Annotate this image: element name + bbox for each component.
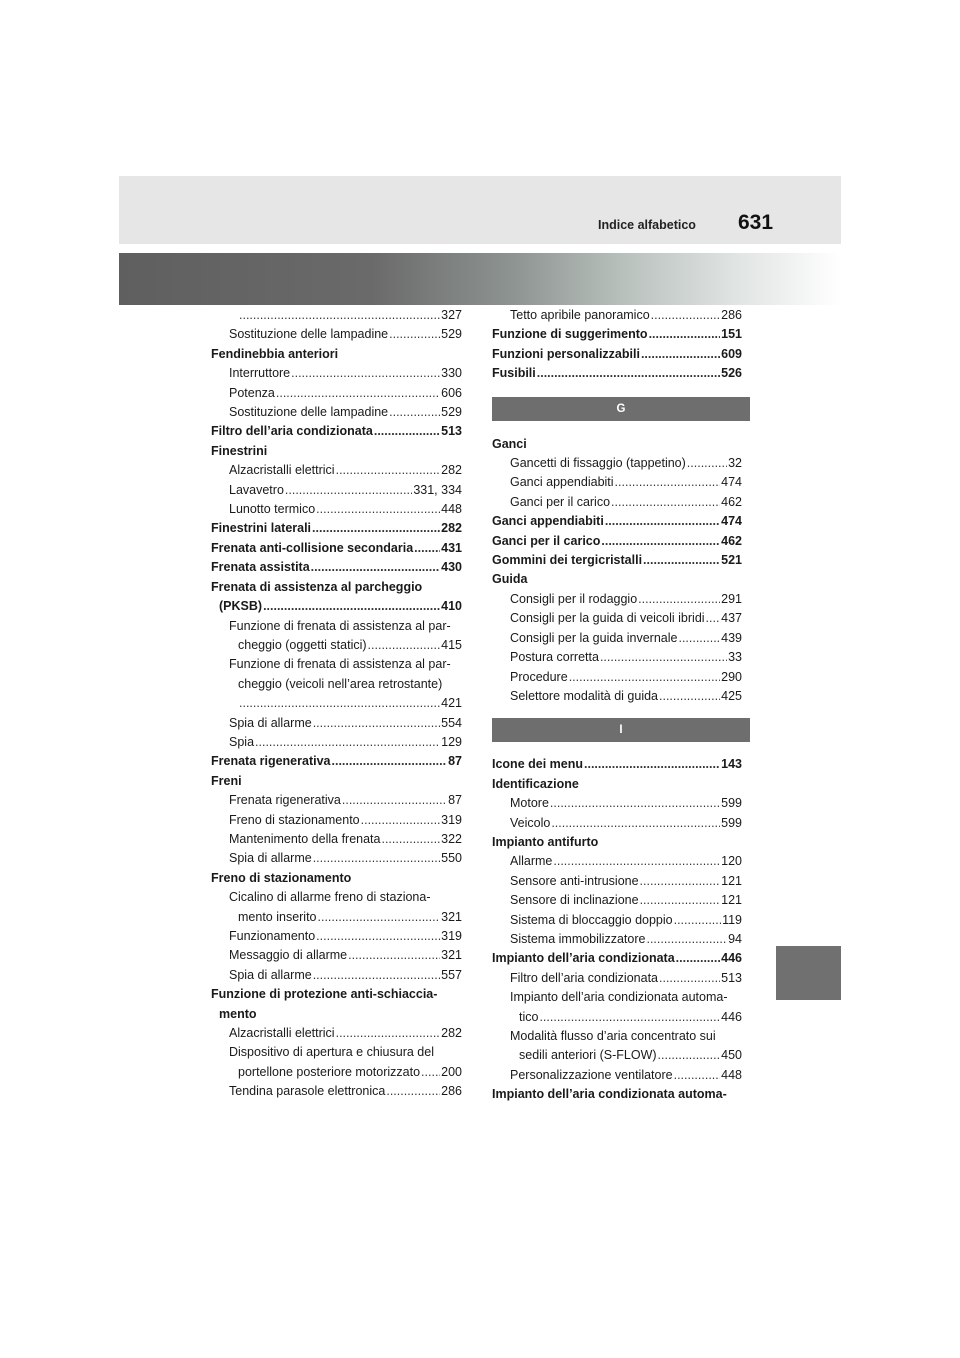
dot-leader bbox=[537, 364, 720, 383]
index-entry bbox=[492, 852, 742, 871]
index-entry-label: Funzione di frenata di assistenza al par- bbox=[229, 657, 451, 672]
dot-leader bbox=[386, 1082, 440, 1101]
index-entry bbox=[211, 714, 462, 733]
index-entry bbox=[492, 364, 742, 383]
index-entry bbox=[211, 597, 462, 616]
index-entry-label: Funzione di frenata di assistenza al par- bbox=[229, 618, 451, 633]
index-entry-page: 513 bbox=[441, 424, 462, 439]
index-heading bbox=[492, 833, 742, 852]
index-entry-label: Sensore di inclinazione bbox=[510, 893, 639, 908]
index-entry-label: cheggio (veicoli nell’area retrostante) bbox=[238, 676, 443, 691]
index-entry bbox=[492, 891, 742, 910]
index-entry-label: Consigli per il rodaggio bbox=[510, 591, 638, 606]
dot-leader bbox=[687, 454, 727, 473]
dot-leader bbox=[336, 1024, 441, 1043]
index-entry-label: Dispositivo di apertura e chiusura del bbox=[229, 1045, 434, 1060]
index-entry-page: 450 bbox=[721, 1048, 742, 1063]
index-entry bbox=[211, 1082, 462, 1101]
index-entry-label: Frenata anti-collisione secondaria bbox=[211, 540, 414, 555]
index-entry-page: 321 bbox=[441, 948, 462, 963]
index-entry-label: Sistema di bloccaggio doppio bbox=[510, 912, 673, 927]
index-entry-label: Icone dei menu bbox=[492, 757, 583, 772]
index-heading bbox=[211, 578, 462, 597]
index-entry-page: 94 bbox=[728, 931, 742, 946]
index-entry-page: 322 bbox=[441, 831, 462, 846]
index-entry-label: Gancetti di fissaggio (tappetino) bbox=[510, 456, 686, 471]
index-entry-label: Personalizzazione ventilatore bbox=[510, 1067, 673, 1082]
index-entry-page: 121 bbox=[721, 873, 742, 888]
index-entry-label: Mantenimento della frenata bbox=[229, 831, 381, 846]
index-entry-page: 32 bbox=[728, 456, 742, 471]
index-heading bbox=[211, 1005, 462, 1024]
dot-leader bbox=[276, 384, 440, 403]
dot-leader bbox=[313, 966, 440, 985]
index-entry bbox=[492, 911, 742, 930]
index-entry-page: 129 bbox=[441, 734, 462, 749]
dot-leader bbox=[361, 811, 441, 830]
index-entry-label: Identificazione bbox=[492, 776, 579, 791]
dot-leader bbox=[348, 946, 440, 965]
index-heading bbox=[211, 655, 462, 674]
index-heading bbox=[211, 442, 462, 461]
index-entry-label: Alzacristalli elettrici bbox=[229, 1026, 335, 1041]
dot-leader bbox=[611, 493, 720, 512]
dot-leader bbox=[421, 1063, 440, 1082]
index-entry-label: Selettore modalità di guida bbox=[510, 688, 659, 703]
index-entry-label: Lunotto termico bbox=[229, 502, 316, 517]
dot-leader bbox=[658, 1046, 721, 1065]
dot-leader bbox=[674, 911, 721, 930]
dot-leader bbox=[255, 733, 440, 752]
index-entry bbox=[492, 512, 742, 531]
index-entry-label: Freno di stazionamento bbox=[211, 870, 352, 885]
index-entry-label: Ganci bbox=[492, 436, 527, 451]
index-heading bbox=[211, 675, 462, 694]
index-entry-label: portellone posteriore motorizzato bbox=[238, 1064, 421, 1079]
letter-section-bar-i: I bbox=[492, 718, 750, 742]
index-entry-page: 421 bbox=[441, 696, 462, 711]
index-entry bbox=[211, 461, 462, 480]
index-entry bbox=[492, 872, 742, 891]
index-entry bbox=[211, 1024, 462, 1043]
index-entry-label: Spia bbox=[229, 734, 255, 749]
index-entry bbox=[211, 733, 462, 752]
index-entry bbox=[492, 814, 742, 833]
index-entry-label: Messaggio di allarme bbox=[229, 948, 348, 963]
dot-leader bbox=[569, 668, 720, 687]
index-entry-page: 437 bbox=[721, 611, 742, 626]
index-entry-page: 557 bbox=[441, 967, 462, 982]
index-entry-page: 410 bbox=[441, 599, 462, 614]
dot-leader bbox=[600, 648, 727, 667]
dot-leader bbox=[659, 687, 720, 706]
index-entry-label: Funzionamento bbox=[229, 929, 316, 943]
index-heading bbox=[492, 435, 742, 454]
index-entry-label: Lavavetro bbox=[229, 482, 284, 497]
index-entry bbox=[211, 384, 462, 403]
index-entry-label: (PKSB) bbox=[219, 599, 263, 614]
index-entry-label: Spia di allarme bbox=[229, 715, 312, 730]
index-entry-page: 431 bbox=[441, 540, 462, 555]
index-entry bbox=[211, 325, 462, 344]
page-number: 631 bbox=[738, 211, 774, 234]
index-entry-page: 321 bbox=[441, 909, 462, 924]
dot-leader bbox=[311, 558, 440, 577]
index-entry-label: Allarme bbox=[510, 854, 553, 869]
index-entry bbox=[211, 966, 462, 985]
dot-leader bbox=[706, 609, 721, 628]
dot-leader bbox=[674, 1066, 721, 1085]
index-entry bbox=[492, 325, 742, 344]
index-entry-label: Cicalino di allarme freno di staziona- bbox=[229, 890, 431, 905]
dot-leader bbox=[291, 364, 440, 383]
dot-leader bbox=[318, 908, 441, 927]
dot-leader bbox=[313, 849, 440, 868]
header-band bbox=[119, 176, 841, 244]
index-entry-page: 120 bbox=[721, 854, 742, 869]
index-entry-page: 282 bbox=[441, 463, 462, 478]
dot-leader bbox=[641, 345, 720, 364]
index-entry bbox=[211, 306, 462, 325]
index-entry bbox=[492, 1046, 742, 1065]
decorative-gradient-band bbox=[119, 253, 841, 305]
dot-leader bbox=[638, 590, 720, 609]
dot-leader bbox=[313, 714, 440, 733]
dot-leader bbox=[640, 891, 721, 910]
index-entry-page: 87 bbox=[448, 793, 462, 808]
dot-leader bbox=[605, 512, 720, 531]
dot-leader bbox=[678, 629, 720, 648]
dot-leader bbox=[649, 325, 721, 344]
index-entry bbox=[492, 930, 742, 949]
index-entry-label: Interruttore bbox=[229, 366, 291, 381]
index-entry-page: 474 bbox=[721, 514, 742, 529]
index-entry bbox=[211, 752, 462, 771]
index-entry-label: Funzione di protezione anti-schiaccia- bbox=[211, 987, 438, 1002]
dot-leader bbox=[414, 539, 440, 558]
index-entry-page: 415 bbox=[441, 637, 462, 652]
index-entry bbox=[211, 364, 462, 383]
index-entry bbox=[492, 609, 742, 628]
index-entry bbox=[211, 849, 462, 868]
index-column-left bbox=[211, 306, 462, 1102]
index-entry-label: Spia di allarme bbox=[229, 967, 312, 982]
index-entry-label: Finestrini laterali bbox=[211, 521, 312, 536]
index-entry-label: cheggio (oggetti statici) bbox=[238, 637, 367, 652]
dot-leader bbox=[601, 532, 720, 551]
dot-leader bbox=[381, 830, 440, 849]
index-entry bbox=[211, 403, 462, 422]
index-entry-page: 151 bbox=[721, 327, 742, 342]
index-heading bbox=[211, 345, 462, 364]
index-entry-page: 330 bbox=[441, 366, 462, 381]
dot-leader bbox=[368, 636, 441, 655]
index-entry-page: 87 bbox=[448, 754, 462, 769]
index-entry-label: Veicolo bbox=[510, 815, 551, 830]
index-entry-page: 119 bbox=[722, 912, 742, 927]
index-entry-label: Tetto apribile panoramico bbox=[510, 308, 650, 322]
index-entry-label: Filtro dell’aria condizionata bbox=[510, 970, 658, 985]
index-entry bbox=[492, 755, 742, 774]
index-entry-page: 143 bbox=[721, 757, 742, 772]
index-entry-label: Funzioni personalizzabili bbox=[492, 346, 640, 361]
index-entry bbox=[492, 345, 742, 364]
index-entry-label: Modalità flusso d’aria concentrato sui bbox=[510, 1029, 716, 1043]
index-entry-page: 327 bbox=[441, 308, 462, 322]
index-entry-page: 286 bbox=[721, 308, 742, 322]
dot-leader bbox=[374, 422, 440, 441]
index-heading bbox=[492, 570, 742, 589]
index-entry-page: 599 bbox=[721, 796, 742, 811]
index-entry-label: Procedure bbox=[510, 669, 568, 684]
index-entry-label: Ganci per il carico bbox=[492, 533, 601, 548]
index-entry-label: Sostituzione delle lampadine bbox=[229, 405, 389, 420]
index-entry bbox=[492, 590, 742, 609]
index-heading bbox=[492, 988, 742, 1007]
index-entry-label: mento bbox=[219, 1006, 257, 1021]
index-entry-page: 286 bbox=[441, 1084, 462, 1099]
index-entry-label: Guida bbox=[492, 572, 528, 587]
index-entry bbox=[211, 830, 462, 849]
dot-leader bbox=[646, 930, 727, 949]
index-entry-page: 200 bbox=[441, 1064, 462, 1079]
dot-leader bbox=[342, 791, 447, 810]
dot-leader bbox=[643, 551, 720, 570]
index-entry bbox=[492, 532, 742, 551]
index-heading bbox=[492, 1085, 742, 1104]
index-entry bbox=[211, 519, 462, 538]
index-heading bbox=[492, 1027, 742, 1046]
dot-leader bbox=[332, 752, 448, 771]
index-entry-label: Sostituzione delle lampadine bbox=[229, 327, 389, 342]
index-entry bbox=[211, 908, 462, 927]
dot-leader bbox=[316, 927, 440, 946]
index-entry bbox=[211, 558, 462, 577]
index-entry-page: 529 bbox=[441, 405, 462, 420]
index-entry-label: Frenata di assistenza al parcheggio bbox=[211, 579, 423, 594]
index-entry-page: 33 bbox=[728, 650, 742, 665]
index-entry-page: 282 bbox=[441, 1026, 462, 1041]
dot-leader bbox=[659, 969, 720, 988]
index-entry-label: Gommini dei tergicristalli bbox=[492, 553, 643, 568]
index-entry-label: Fusibili bbox=[492, 366, 536, 381]
index-entry-label: Alzacristalli elettrici bbox=[229, 463, 335, 478]
index-entry bbox=[211, 694, 462, 713]
dot-leader bbox=[263, 597, 440, 616]
index-entry bbox=[211, 422, 462, 441]
index-entry-label: Frenata assistita bbox=[211, 560, 310, 575]
index-entry-page: 554 bbox=[441, 715, 462, 730]
index-entry-label: Postura corretta bbox=[510, 650, 599, 665]
index-entry-page: 474 bbox=[721, 475, 742, 490]
section-title: Indice alfabetico bbox=[598, 218, 696, 232]
index-entry bbox=[492, 629, 742, 648]
index-entry bbox=[492, 473, 742, 492]
index-entry-label: tico bbox=[519, 1009, 539, 1024]
index-entry-label: Potenza bbox=[229, 385, 275, 400]
index-entry-page: 462 bbox=[721, 533, 742, 548]
index-entry bbox=[492, 668, 742, 687]
index-entry-label: Freno di stazionamento bbox=[229, 812, 360, 827]
index-entry-label: Funzione di suggerimento bbox=[492, 327, 648, 342]
index-entry-label: Spia di allarme bbox=[229, 851, 312, 866]
index-entry bbox=[211, 927, 462, 946]
index-heading bbox=[211, 617, 462, 636]
dot-leader bbox=[285, 481, 412, 500]
index-entry-page: 121 bbox=[721, 893, 742, 908]
dot-leader bbox=[651, 306, 720, 325]
index-entry-label: Consigli per la guida invernale bbox=[510, 630, 678, 645]
index-entry-label: Frenata rigenerativa bbox=[211, 754, 331, 769]
index-entry-page: 609 bbox=[721, 346, 742, 361]
index-entry-page: 448 bbox=[441, 502, 462, 517]
index-entry bbox=[492, 454, 742, 473]
dot-leader bbox=[551, 814, 720, 833]
index-entry bbox=[492, 949, 742, 968]
index-entry-label: Sensore anti-intrusione bbox=[510, 873, 639, 888]
index-entry-page: 282 bbox=[441, 521, 462, 536]
dot-leader bbox=[615, 473, 721, 492]
index-entry-label: Fendinebbia anteriori bbox=[211, 346, 339, 361]
index-entry-page: 290 bbox=[721, 669, 742, 684]
index-entry-label: Motore bbox=[510, 796, 549, 811]
index-entry-label: Ganci appendiabiti bbox=[492, 514, 604, 529]
dot-leader bbox=[389, 403, 440, 422]
dot-leader bbox=[316, 500, 440, 519]
dot-leader bbox=[239, 694, 440, 713]
dot-leader bbox=[239, 306, 440, 325]
index-entry-label: Impianto dell’aria condizionata automa- bbox=[510, 990, 728, 1005]
index-entry-label: Frenata rigenerativa bbox=[229, 793, 341, 808]
index-entry bbox=[492, 551, 742, 570]
index-entry-label: Freni bbox=[211, 773, 242, 788]
index-entry-page: 513 bbox=[721, 970, 742, 985]
index-entry-label: sedili anteriori (S-FLOW) bbox=[519, 1048, 657, 1063]
index-entry bbox=[211, 636, 462, 655]
index-entry-page: 319 bbox=[441, 812, 462, 827]
index-entry-page: 521 bbox=[721, 553, 742, 568]
index-entry bbox=[211, 811, 462, 830]
index-entry-page: 526 bbox=[721, 366, 742, 381]
index-entry bbox=[211, 539, 462, 558]
dot-leader bbox=[539, 1008, 720, 1027]
index-entry-page: 448 bbox=[721, 1067, 742, 1082]
index-entry-label: Tendina parasole elettronica bbox=[229, 1084, 386, 1099]
index-entry bbox=[492, 969, 742, 988]
index-heading bbox=[211, 888, 462, 907]
dot-leader bbox=[676, 949, 720, 968]
index-entry-page: 599 bbox=[721, 815, 742, 830]
dot-leader bbox=[640, 872, 721, 891]
index-entry bbox=[492, 648, 742, 667]
dot-leader bbox=[312, 519, 440, 538]
index-entry bbox=[211, 1063, 462, 1082]
index-heading bbox=[211, 1043, 462, 1062]
index-entry bbox=[211, 946, 462, 965]
index-entry-page: 430 bbox=[441, 560, 462, 575]
index-entry bbox=[492, 794, 742, 813]
index-entry-page: 331, 334 bbox=[413, 482, 462, 497]
index-entry bbox=[211, 481, 462, 500]
index-entry-label: Impianto antifurto bbox=[492, 834, 599, 849]
index-heading bbox=[211, 772, 462, 791]
index-entry-page: 606 bbox=[441, 385, 462, 400]
index-entry-label: Ganci per il carico bbox=[510, 494, 611, 509]
index-heading bbox=[211, 985, 462, 1004]
index-entry bbox=[492, 493, 742, 512]
index-entry bbox=[492, 306, 742, 325]
index-entry-page: 319 bbox=[441, 929, 462, 943]
index-entry-page: 462 bbox=[721, 494, 742, 509]
index-entry bbox=[211, 500, 462, 519]
index-entry-label: mento inserito bbox=[238, 909, 317, 924]
index-entry bbox=[211, 791, 462, 810]
index-entry-page: 439 bbox=[721, 630, 742, 645]
index-entry-label: Finestrini bbox=[211, 443, 268, 458]
index-heading bbox=[492, 775, 742, 794]
dot-leader bbox=[389, 325, 440, 344]
letter-section-bar-g: G bbox=[492, 397, 750, 421]
index-entry bbox=[492, 687, 742, 706]
chapter-side-tab bbox=[776, 946, 841, 1000]
index-entry-label: Ganci appendiabiti bbox=[510, 475, 614, 490]
index-entry-label: Sistema immobilizzatore bbox=[510, 931, 646, 946]
index-entry-label: Impianto dell’aria condizionata automa- bbox=[492, 1087, 727, 1102]
index-entry-page: 291 bbox=[721, 591, 742, 606]
index-entry-page: 529 bbox=[441, 327, 462, 342]
dot-leader bbox=[584, 755, 720, 774]
index-entry-page: 425 bbox=[721, 688, 742, 703]
index-entry bbox=[492, 1066, 742, 1085]
index-entry-label: Filtro dell’aria condizionata bbox=[211, 424, 373, 439]
index-entry-page: 446 bbox=[721, 1009, 742, 1024]
dot-leader bbox=[553, 852, 720, 871]
index-entry bbox=[492, 1008, 742, 1027]
index-entry-page: 446 bbox=[721, 951, 742, 966]
index-entry-page: 550 bbox=[441, 851, 462, 866]
dot-leader bbox=[550, 794, 720, 813]
index-entry-label: Impianto dell’aria condizionata bbox=[492, 951, 675, 966]
index-heading bbox=[211, 869, 462, 888]
index-column-right bbox=[492, 306, 742, 1105]
index-entry-label: Consigli per la guida di veicoli ibridi bbox=[510, 611, 705, 626]
dot-leader bbox=[336, 461, 441, 480]
